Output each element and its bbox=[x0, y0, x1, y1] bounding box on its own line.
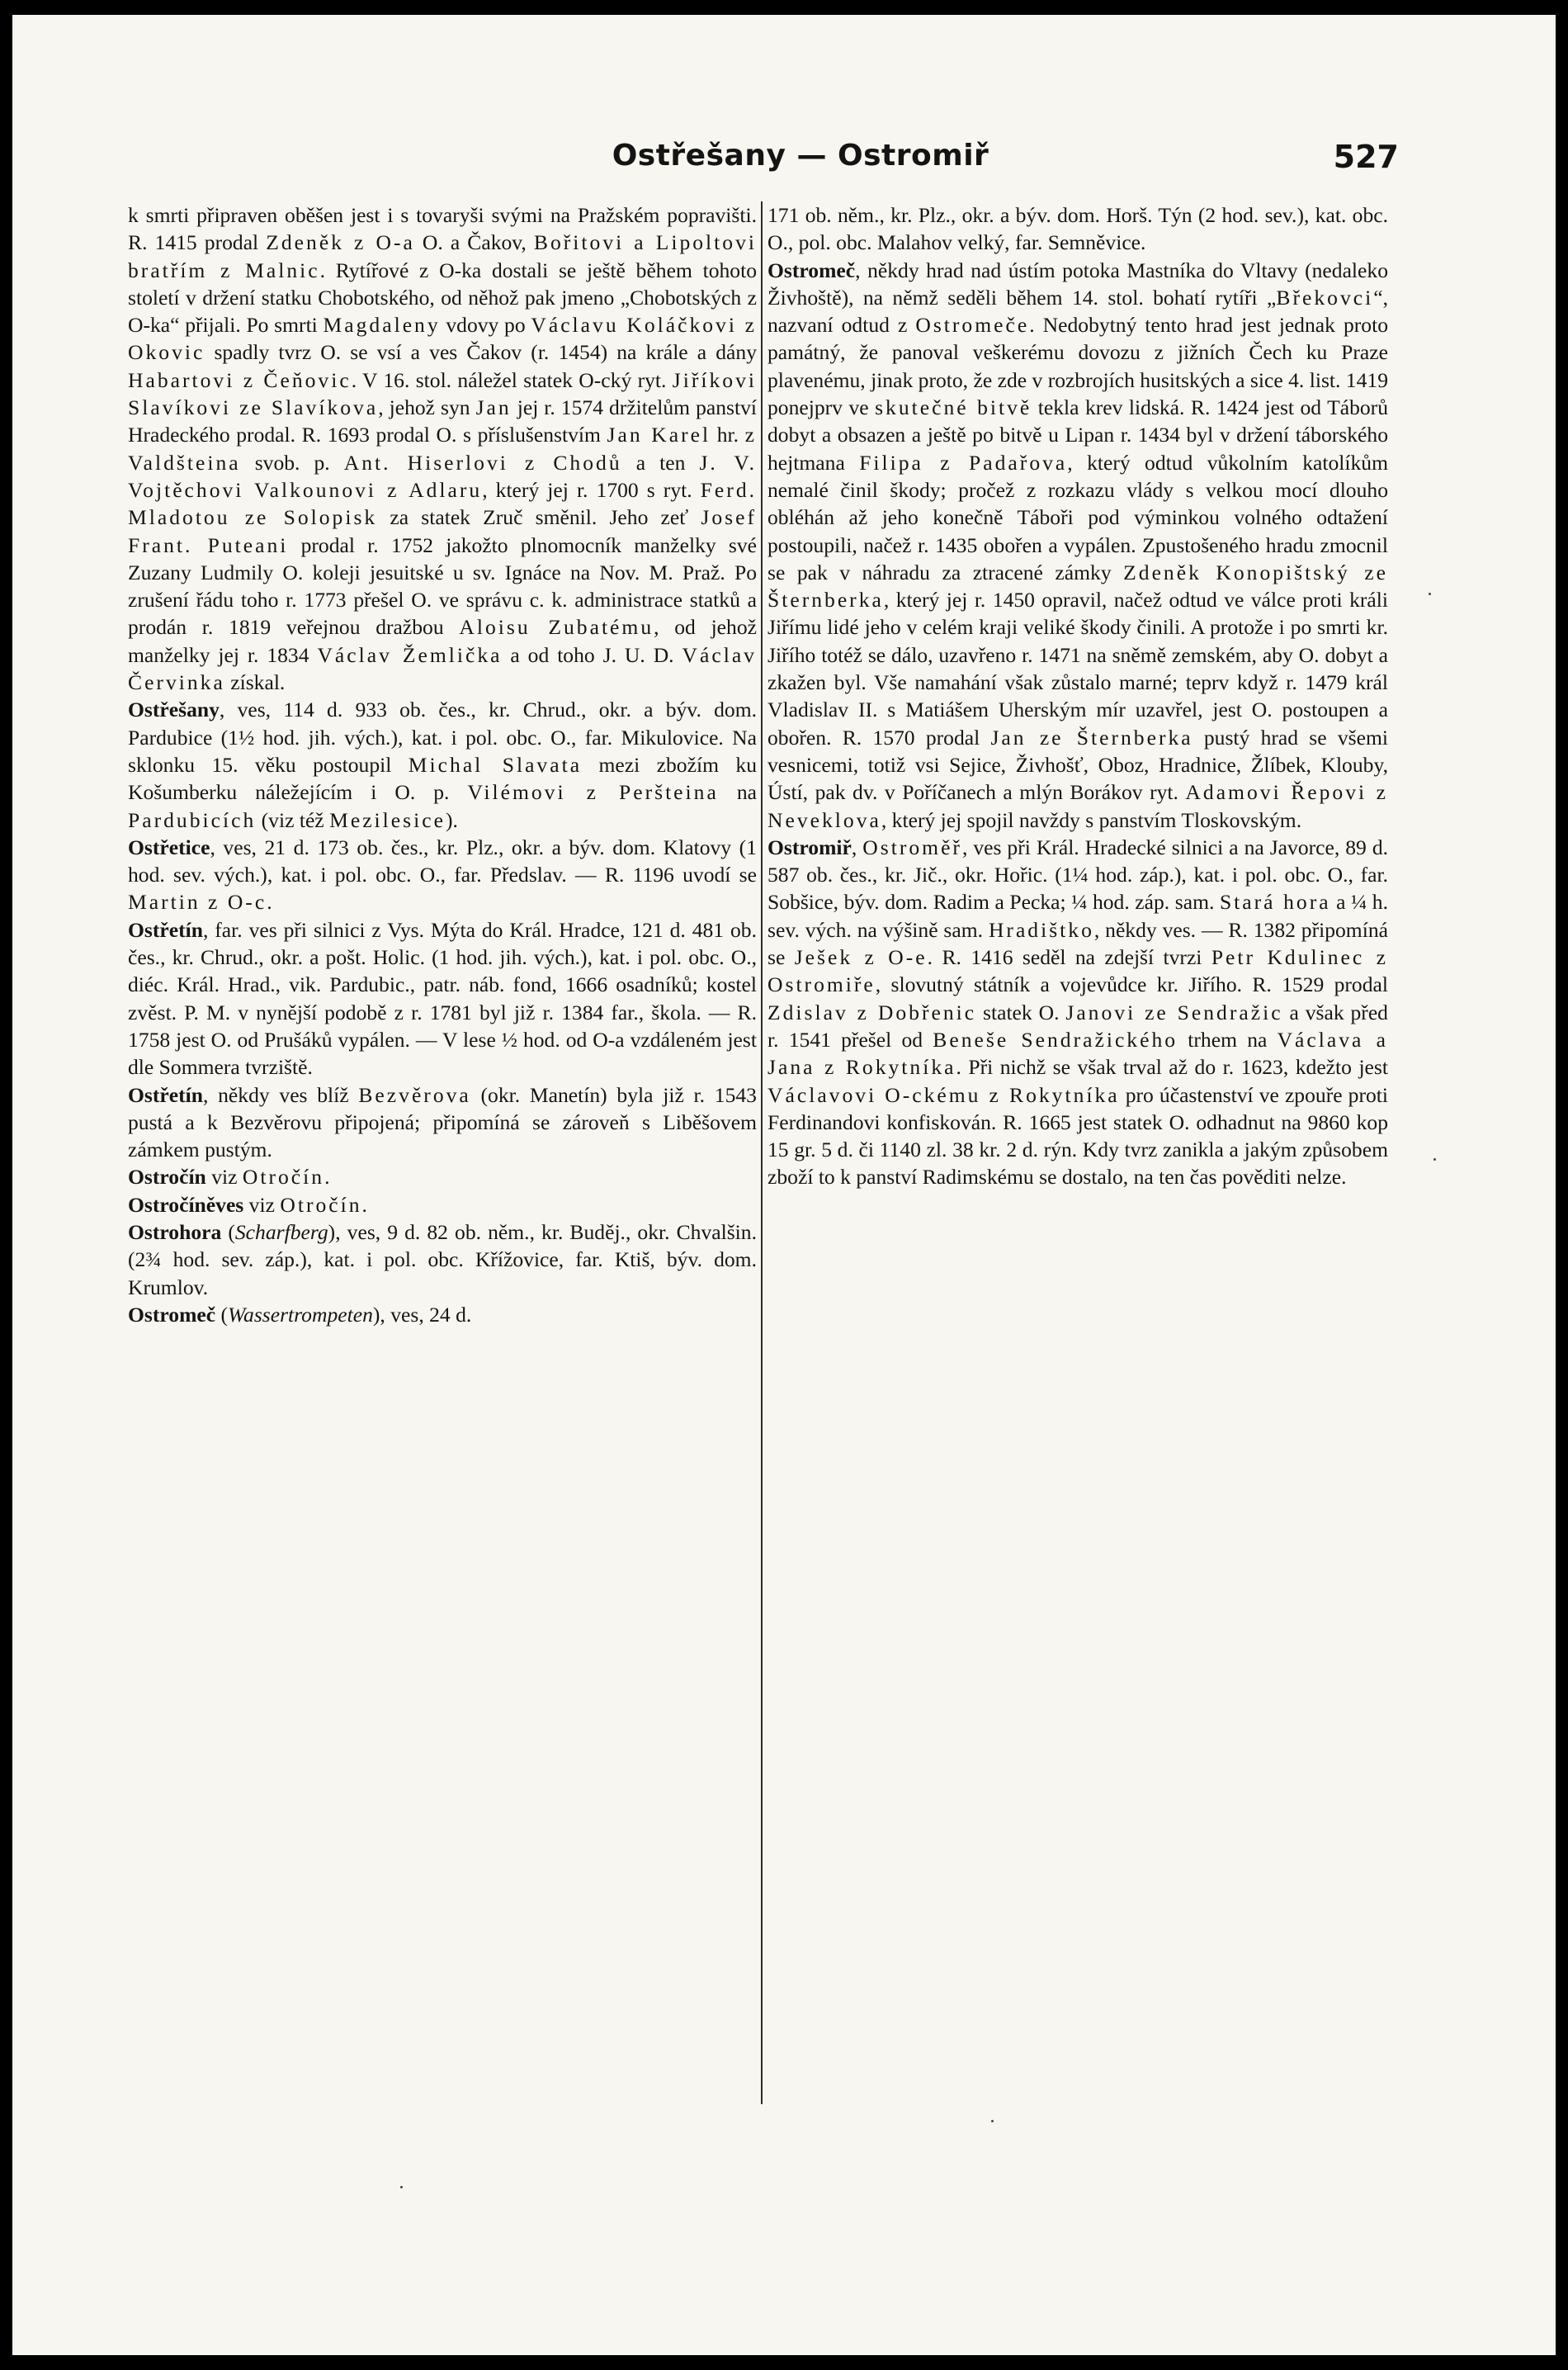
print-speck bbox=[1429, 593, 1431, 595]
entry-ostromec-ves-continued: 171 ob. něm., kr. Plz., okr. a býv. dom. Horš. Týn (2 hod. sev.), kat. obc. O., pol. obc. Malahov velký, far. Semněvice. bbox=[767, 203, 1388, 255]
entry-ostresany: Ostřešany, ves, 114 d. 933 ob. čes., kr. Chrud., okr. a býv. dom. Pardubice (1½ hod. jih. vých.), kat. i pol. obc. O., far. Mikulovice. Na sklonku 15. věku postoupil Michal Slavata mezi zbožím ku Košumberku náležejícím i O. p. Vilémovi z Peršteina na Pardubicích (viz též Mezilesice). bbox=[128, 698, 758, 832]
document-page bbox=[12, 15, 1556, 2355]
entry-ostromec-ves: Ostromeč (Wassertrompeten), ves, 24 d. bbox=[128, 1302, 472, 1327]
entry-ostretice: Ostřetice, ves, 21 d. 173 ob. čes., kr. Plz., okr. a býv. dom. Klatovy (1 hod. sev. vých.), kat. i pol. obc. O., far. Předslav. — R. 1196 uvodí se Martin z O-c. bbox=[128, 835, 757, 915]
page-number: 527 bbox=[1333, 139, 1399, 175]
entry-ostretin-far: Ostřetín, far. ves při silnici z Vys. Mýta do Král. Hradce, 121 d. 481 ob. čes., kr. Chrud., okr. a pošt. Holic. (1 hod. jih. vých.), kat. i pol. obc. O., diéc. Král. Hrad., vik. Pardubic., patr. náb. fond, 1666 osadníků; kostel zvěst. P. M. v nynější podobě z r. 1781 byl již r. 1384 far., škola. — R. 1758 jest O. od Prušáků vypálen. — V lese ½ hod. od O-a vzdáleném jest dle Sommera tvrziště. bbox=[128, 917, 757, 1080]
right-column bbox=[767, 201, 1388, 1191]
entry-ostromir: Ostromiř, Ostroměř, ves při Král. Hradecké silnici a na Javorce, 89 d. 587 ob. čes., kr. Jič., okr. Hořic. (1¼ hod. záp.), kat. i pol. obc. O., far. Sobšice, býv. dom. Radim a Pecka; ¼ hod. záp. sam. Stará hora a ¼ h. sev. vých. na výšině sam. Hradištko, někdy ves. — R. 1382 připomíná se Ješek z O-e. R. 1416 seděl na zdejší tvrzi Petr Kdulinec z Ostromiře, slovutný státník a vojevůdce kr. Jiřího. R. 1529 prodal Zdislav z Dobřenic statek O. Janovi ze Sendražic a však před r. 1541 přešel od Beneše Sendražického trhem na Václava a Jana z Rokytníka. Při nichž se však trval až do r. 1623, kdežto jest Václavovi O-ckému z Rokytníka pro účastenství ve zpouře proti Ferdinandovi konfiskován. R. 1665 jest statek O. odhadnut na 9860 kop 15 gr. 5 d. či 1140 zl. 38 kr. 2 d. rýn. Kdy tvrz zanikla a jakým způsobem zboží to k panství Radimskému se dostalo, na ten čas pověditi nelze. bbox=[767, 835, 1389, 1190]
entry-ostrezany-continued: k smrti připraven oběšen jest i s tovaryši svými na Pražském popravišti. R. 1415 prodal Zdeněk z O-a O. a Čakov, Bořitovi a Lipoltovi bratřím z Malnic. Rytířové z O-ka dostali se ještě během tohoto století v držení statku Chobotského, od něhož pak jmeno „Chobotských z O-ka“ přijali. Po smrti Magdaleny vdovy po Václavu Koláčkovi z Okovic spadly tvrz O. se vsí a ves Čakov (r. 1454) na krále a dány Habartovi z Čeňovic. V 16. stol. náležel statek O-cký ryt. Jiříkovi Slavíkovi ze Slavíkova, jehož syn Jan jej r. 1574 držitelům panství Hradeckého prodal. R. 1693 prodal O. s příslušenstvím Jan Karel hr. z Valdšteina svob. p. Ant. Hiserlovi z Chodů a ten J. V. Vojtěchovi Valkounovi z Adlaru, který jej r. 1700 s ryt. Ferd. Mladotou ze Solopisk za statek Zruč směnil. Jeho zeť Josef Frant. Puteani prodal r. 1752 jakožto plnomocník manželky své Zuzany Ludmily O. koleji jesuitské u sv. Ignáce na Nov. M. Praž. Po zrušení řádu toho r. 1773 přešel O. ve správu c. k. administrace statků a prodán r. 1819 veřejnou dražbou Aloisu Zubatému, od jehož manželky jej r. 1834 Václav Žemlička a od toho J. U. D. Václav Červinka získal. bbox=[128, 203, 758, 695]
entry-ostrocineves: Ostročíněves viz Otročín. bbox=[128, 1192, 367, 1217]
print-speck bbox=[991, 2120, 994, 2122]
running-title: Ostřešany — Ostromiř bbox=[612, 139, 989, 173]
entry-ostromec-hrad: Ostromeč, někdy hrad nad ústím potoka Mastníka do Vltavy (nedaleko Živhoště), na němž seděli během 14. stol. bohatí rytíři „Břekovci“, nazvaní odtud z Ostromeče. Nedobytný tento hrad jest jednak proto památný, že panoval veškerému dovozu z jižních Čech ku Praze plavenému, jinak proto, že zde v rozbrojích husitských a sice 4. list. 1419 ponejprv ve skutečné bitvě tekla krev lidská. R. 1424 jest od Táborů dobyt a obsazen a ještě po bitvě u Lipan r. 1434 byl v držení táborského hejtmana Filipa z Padařova, který odtud vůkolním katolíkům nemalé činil škody; pročež z rozkazu vlády s velkou mocí dlouho obléhán až jeho konečně Táboři pod výminkou volného odtažení postoupili, načež r. 1435 obořen a vypálen. Zpustošeného hradu zmocnil se pak v náhradu za ztracené zámky Zdeněk Konopištský ze Šternberka, který jej r. 1450 opravil, načež odtud ve válce proti králi Jiřímu lidé jeho v celém kraji veliké škody činili. A protože i po smrti kr. Jiřího totéž se dálo, uzavřeno r. 1471 na sněmě zemském, aby O. dobyt a zkažen byl. Vše namahání však zůstalo marné; teprv když r. 1479 král Vladislav II. s Matiášem Uherským mír uzavřel, jest O. postoupen a obořen. R. 1570 prodal Jan ze Šternberka pustý hrad se všemi vesnicemi, totiž vsi Sejice, Živhošť, Oboz, Hradnice, Žlíbek, Klouby, Ústí, pak dv. v Poříčanech a mlýn Borákov ryt. Adamovi Řepovi z Neveklova, který jej spojil navždy s panstvím Tloskovským. bbox=[767, 258, 1389, 832]
page-header bbox=[12, 139, 1556, 180]
entry-ostretin-ves: Ostřetín, někdy ves blíž Bezvěrova (okr. Manetín) byla již r. 1543 pustá a k Bezvěrovu připojená; připomíná se zároveň s Liběšovem zámkem pustým. bbox=[128, 1082, 757, 1162]
column-divider bbox=[761, 201, 763, 2104]
entry-ostrocin: Ostročín viz Otročín. bbox=[128, 1165, 330, 1190]
entry-ostrohora: Ostrohora (Scharfberg), ves, 9 d. 82 ob. něm., kr. Buděj., okr. Chvalšin. (2¾ hod. sev. záp.), kat. i pol. obc. Křížovice, far. Ktiš, býv. dom. Krumlov. bbox=[128, 1219, 757, 1299]
print-speck bbox=[1433, 1158, 1436, 1161]
print-speck bbox=[400, 2186, 403, 2188]
left-column bbox=[128, 201, 757, 1328]
